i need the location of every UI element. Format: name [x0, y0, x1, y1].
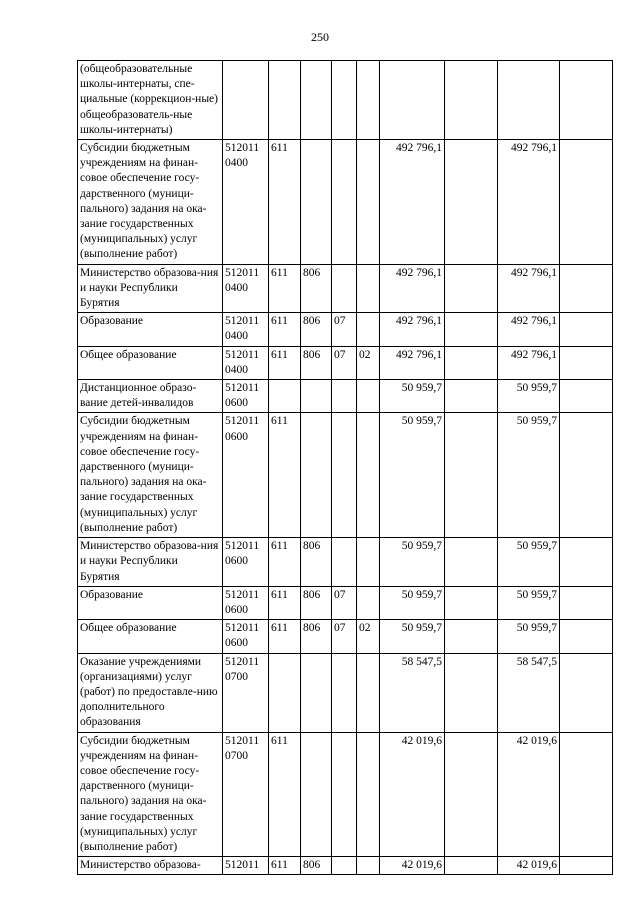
amount-cell-4 [560, 653, 613, 732]
administrator-code-cell: 806 [301, 620, 332, 653]
administrator-code-cell: 806 [301, 346, 332, 379]
amount-cell-4 [560, 732, 613, 857]
expense-type-cell: 611 [269, 140, 301, 265]
amount-cell-4 [560, 140, 613, 265]
amount-cell-3: 42 019,6 [498, 857, 560, 875]
table-row [78, 264, 613, 313]
expense-type-cell: 611 [269, 538, 301, 587]
subsection-cell [357, 857, 380, 875]
row-name-cell: Субсидии бюджетным учреждениям на финан-совое обеспечение госу-дарственного (муници-пального) задания на ока-зание государственных (муниципальных) услуг (выполнение работ) [78, 413, 223, 538]
amount-cell-1: 50 959,7 [380, 413, 445, 538]
target-article-cell: 512011 0600 [223, 538, 269, 587]
amount-cell-4 [560, 538, 613, 587]
section-cell [332, 538, 357, 587]
row-name-cell: Министерство образова- [78, 857, 223, 875]
amount-cell-1: 492 796,1 [380, 140, 445, 265]
table-row [78, 140, 613, 265]
amount-cell-3: 50 959,7 [498, 586, 560, 619]
table-row [78, 346, 613, 379]
expense-type-cell [269, 653, 301, 732]
amount-cell-3: 50 959,7 [498, 620, 560, 653]
amount-cell-4 [560, 264, 613, 313]
expense-type-cell: 611 [269, 620, 301, 653]
row-name-cell: Субсидии бюджетным учреждениям на финан-совое обеспечение госу-дарственного (муници-пального) задания на ока-зание государственных (муниципальных) услуг (выполнение работ) [78, 140, 223, 265]
amount-cell-4 [560, 61, 613, 140]
row-name-cell: Общее образование [78, 346, 223, 379]
amount-cell-3: 492 796,1 [498, 264, 560, 313]
row-name-cell: Образование [78, 586, 223, 619]
row-name-cell: (общеобразовательные школы-интернаты, спе-циальные (коррекцион-ные) общеобразователь-ные школы-интернаты) [78, 61, 223, 140]
table-row [78, 653, 613, 732]
amount-cell-2 [445, 61, 498, 140]
section-cell [332, 413, 357, 538]
amount-cell-1: 492 796,1 [380, 264, 445, 313]
amount-cell-2 [445, 313, 498, 346]
expense-type-cell: 611 [269, 586, 301, 619]
administrator-code-cell [301, 61, 332, 140]
administrator-code-cell [301, 140, 332, 265]
row-name-cell: Дистанционное образо-вание детей-инвалидов [78, 380, 223, 413]
expense-type-cell [269, 61, 301, 140]
table-row [78, 413, 613, 538]
amount-cell-2 [445, 732, 498, 857]
table-row [78, 586, 613, 619]
amount-cell-1: 492 796,1 [380, 346, 445, 379]
subsection-cell [357, 413, 380, 538]
amount-cell-1: 58 547,5 [380, 653, 445, 732]
administrator-code-cell [301, 413, 332, 538]
section-cell: 07 [332, 620, 357, 653]
amount-cell-1: 50 959,7 [380, 586, 445, 619]
subsection-cell [357, 538, 380, 587]
amount-cell-2 [445, 140, 498, 265]
section-cell [332, 653, 357, 732]
administrator-code-cell [301, 732, 332, 857]
expense-type-cell: 611 [269, 264, 301, 313]
section-cell: 07 [332, 586, 357, 619]
target-article-cell: 512011 0400 [223, 346, 269, 379]
table-body [78, 61, 613, 875]
amount-cell-3: 492 796,1 [498, 313, 560, 346]
section-cell [332, 857, 357, 875]
amount-cell-4 [560, 857, 613, 875]
amount-cell-4 [560, 413, 613, 538]
table-row [78, 313, 613, 346]
target-article-cell: 512011 0400 [223, 140, 269, 265]
target-article-cell: 512011 0400 [223, 313, 269, 346]
amount-cell-3 [498, 61, 560, 140]
administrator-code-cell: 806 [301, 313, 332, 346]
table-row [78, 61, 613, 140]
amount-cell-3: 58 547,5 [498, 653, 560, 732]
administrator-code-cell: 806 [301, 538, 332, 587]
administrator-code-cell [301, 380, 332, 413]
amount-cell-2 [445, 857, 498, 875]
expense-type-cell: 611 [269, 732, 301, 857]
amount-cell-1: 492 796,1 [380, 313, 445, 346]
amount-cell-4 [560, 586, 613, 619]
amount-cell-1: 50 959,7 [380, 538, 445, 587]
subsection-cell [357, 140, 380, 265]
administrator-code-cell [301, 653, 332, 732]
amount-cell-3: 50 959,7 [498, 538, 560, 587]
amount-cell-2 [445, 380, 498, 413]
target-article-cell: 512011 0600 [223, 380, 269, 413]
section-cell: 07 [332, 313, 357, 346]
table-row [78, 380, 613, 413]
table-row [78, 732, 613, 857]
table-row [78, 620, 613, 653]
subsection-cell: 02 [357, 346, 380, 379]
target-article-cell: 512011 0400 [223, 264, 269, 313]
amount-cell-2 [445, 346, 498, 379]
amount-cell-1: 42 019,6 [380, 732, 445, 857]
amount-cell-3: 50 959,7 [498, 380, 560, 413]
subsection-cell [357, 61, 380, 140]
section-cell [332, 61, 357, 140]
subsection-cell [357, 732, 380, 857]
section-cell [332, 140, 357, 265]
subsection-cell [357, 586, 380, 619]
row-name-cell: Министерство образова-ния и науки Республики Бурятия [78, 538, 223, 587]
subsection-cell: 02 [357, 620, 380, 653]
amount-cell-3: 492 796,1 [498, 346, 560, 379]
section-cell [332, 264, 357, 313]
target-article-cell [223, 61, 269, 140]
target-article-cell: 512011 0600 [223, 620, 269, 653]
target-article-cell: 512011 [223, 857, 269, 875]
section-cell [332, 732, 357, 857]
row-name-cell: Оказание учреждениями (организациями) услуг (работ) по предоставле-нию дополнительного образования [78, 653, 223, 732]
target-article-cell: 512011 0700 [223, 653, 269, 732]
budget-table [77, 60, 613, 875]
section-cell [332, 380, 357, 413]
amount-cell-4 [560, 346, 613, 379]
page-number: 250 [311, 30, 329, 44]
amount-cell-3: 50 959,7 [498, 413, 560, 538]
administrator-code-cell: 806 [301, 264, 332, 313]
amount-cell-2 [445, 586, 498, 619]
expense-type-cell: 611 [269, 346, 301, 379]
amount-cell-2 [445, 264, 498, 313]
target-article-cell: 512011 0700 [223, 732, 269, 857]
subsection-cell [357, 264, 380, 313]
amount-cell-4 [560, 380, 613, 413]
administrator-code-cell: 806 [301, 857, 332, 875]
row-name-cell: Образование [78, 313, 223, 346]
amount-cell-4 [560, 313, 613, 346]
amount-cell-2 [445, 620, 498, 653]
amount-cell-1: 50 959,7 [380, 380, 445, 413]
amount-cell-2 [445, 653, 498, 732]
subsection-cell [357, 313, 380, 346]
expense-type-cell [269, 380, 301, 413]
row-name-cell: Субсидии бюджетным учреждениям на финан-совое обеспечение госу-дарственного (муници-пального) задания на ока-зание государственных (муниципальных) услуг (выполнение работ) [78, 732, 223, 857]
amount-cell-4 [560, 620, 613, 653]
target-article-cell: 512011 0600 [223, 413, 269, 538]
table-row [78, 538, 613, 587]
amount-cell-2 [445, 538, 498, 587]
amount-cell-1 [380, 61, 445, 140]
amount-cell-1: 50 959,7 [380, 620, 445, 653]
amount-cell-1: 42 019,6 [380, 857, 445, 875]
administrator-code-cell: 806 [301, 586, 332, 619]
target-article-cell: 512011 0600 [223, 586, 269, 619]
section-cell: 07 [332, 346, 357, 379]
expense-type-cell: 611 [269, 857, 301, 875]
subsection-cell [357, 653, 380, 732]
subsection-cell [357, 380, 380, 413]
row-name-cell: Общее образование [78, 620, 223, 653]
row-name-cell: Министерство образова-ния и науки Республики Бурятия [78, 264, 223, 313]
amount-cell-3: 492 796,1 [498, 140, 560, 265]
table-row [78, 857, 613, 875]
expense-type-cell: 611 [269, 313, 301, 346]
amount-cell-2 [445, 413, 498, 538]
amount-cell-3: 42 019,6 [498, 732, 560, 857]
expense-type-cell: 611 [269, 413, 301, 538]
